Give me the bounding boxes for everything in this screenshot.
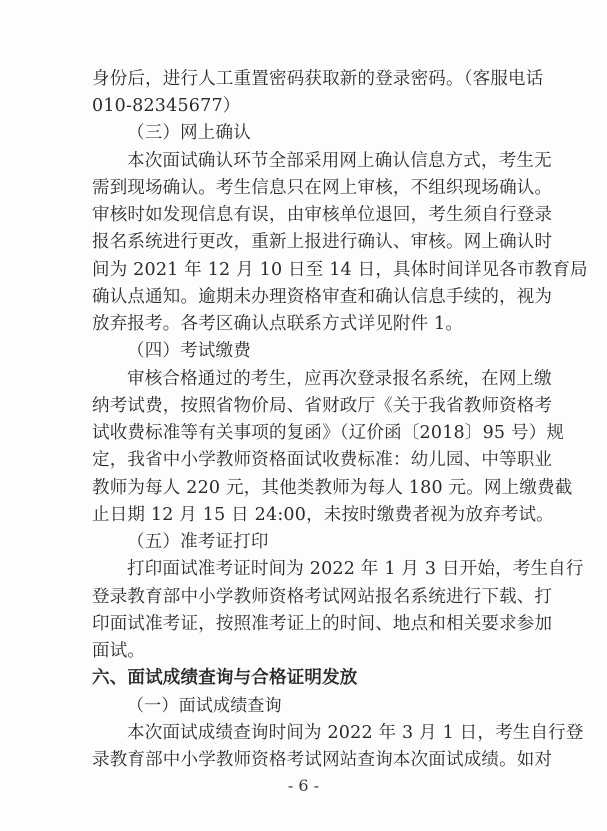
paragraph-line: 010-82345677）	[92, 96, 241, 116]
paragraph-line: 止日期 12 月 15 日 24:00，未按时缴费者视为放弃考试。	[92, 505, 554, 525]
paragraph-line: 试收费标准等有关事项的复函》（辽价函〔2018〕95 号）规	[92, 423, 565, 443]
paragraph-line: 本次面试确认环节全部采用网上确认信息方式，考生无	[127, 151, 552, 171]
paragraph-line: 间为 2021 年 12 月 10 日至 14 日，具体时间详见各市教育局	[92, 260, 588, 280]
section-heading: （一）面试成绩查询	[127, 696, 282, 716]
paragraph-line: 报名系统进行更改，重新上报进行确认、审核。网上确认时	[92, 232, 553, 252]
paragraph-line: 登录教育部中小学教师资格考试网站报名系统进行下载、打	[92, 587, 553, 607]
paragraph-line: 确认点通知。逾期未办理资格审查和确认信息手续的，视为	[92, 287, 553, 307]
paragraph-line: 印面试准考证，按照准考证上的时间、地点和相关要求参加	[92, 614, 553, 634]
section-heading: （三）网上确认	[127, 123, 251, 143]
chapter-heading: 六、面试成绩查询与合格证明发放	[92, 668, 358, 688]
paragraph-line: 录教育部中小学教师资格考试网站查询本次面试成绩。如对	[92, 750, 553, 770]
paragraph-line: 打印面试准考证时间为 2022 年 1 月 3 日开始，考生自行	[127, 559, 584, 579]
paragraph-line: 放弃报考。各考区确认点联系方式详见附件 1。	[92, 314, 464, 334]
paragraph-line: 需到现场确认。考生信息只在网上审核，不组织现场确认。	[92, 178, 553, 198]
paragraph-line: 定，我省中小学教师资格面试收费标准：幼儿园、中等职业	[92, 450, 553, 470]
paragraph-line: 教师为每人 220 元，其他类教师为每人 180 元。网上缴费截	[92, 478, 573, 498]
page-number: - 6 -	[287, 776, 320, 795]
paragraph-line: 审核合格通过的考生，应再次登录报名系统，在网上缴	[127, 369, 552, 389]
paragraph-line: 身份后，进行人工重置密码获取新的登录密码。（客服电话	[92, 69, 544, 89]
paragraph-line: 纳考试费，按照省物价局、省财政厅《关于我省教师资格考	[92, 396, 553, 416]
paragraph-line: 审核时如发现信息有误，由审核单位退回，考生须自行登录	[92, 205, 553, 225]
paragraph-line: 面试。	[92, 641, 146, 661]
section-heading: （四）考试缴费	[127, 341, 251, 361]
section-heading: （五）准考证打印	[127, 532, 269, 552]
paragraph-line: 本次面试成绩查询时间为 2022 年 3 月 1 日，考生自行登	[127, 723, 584, 743]
